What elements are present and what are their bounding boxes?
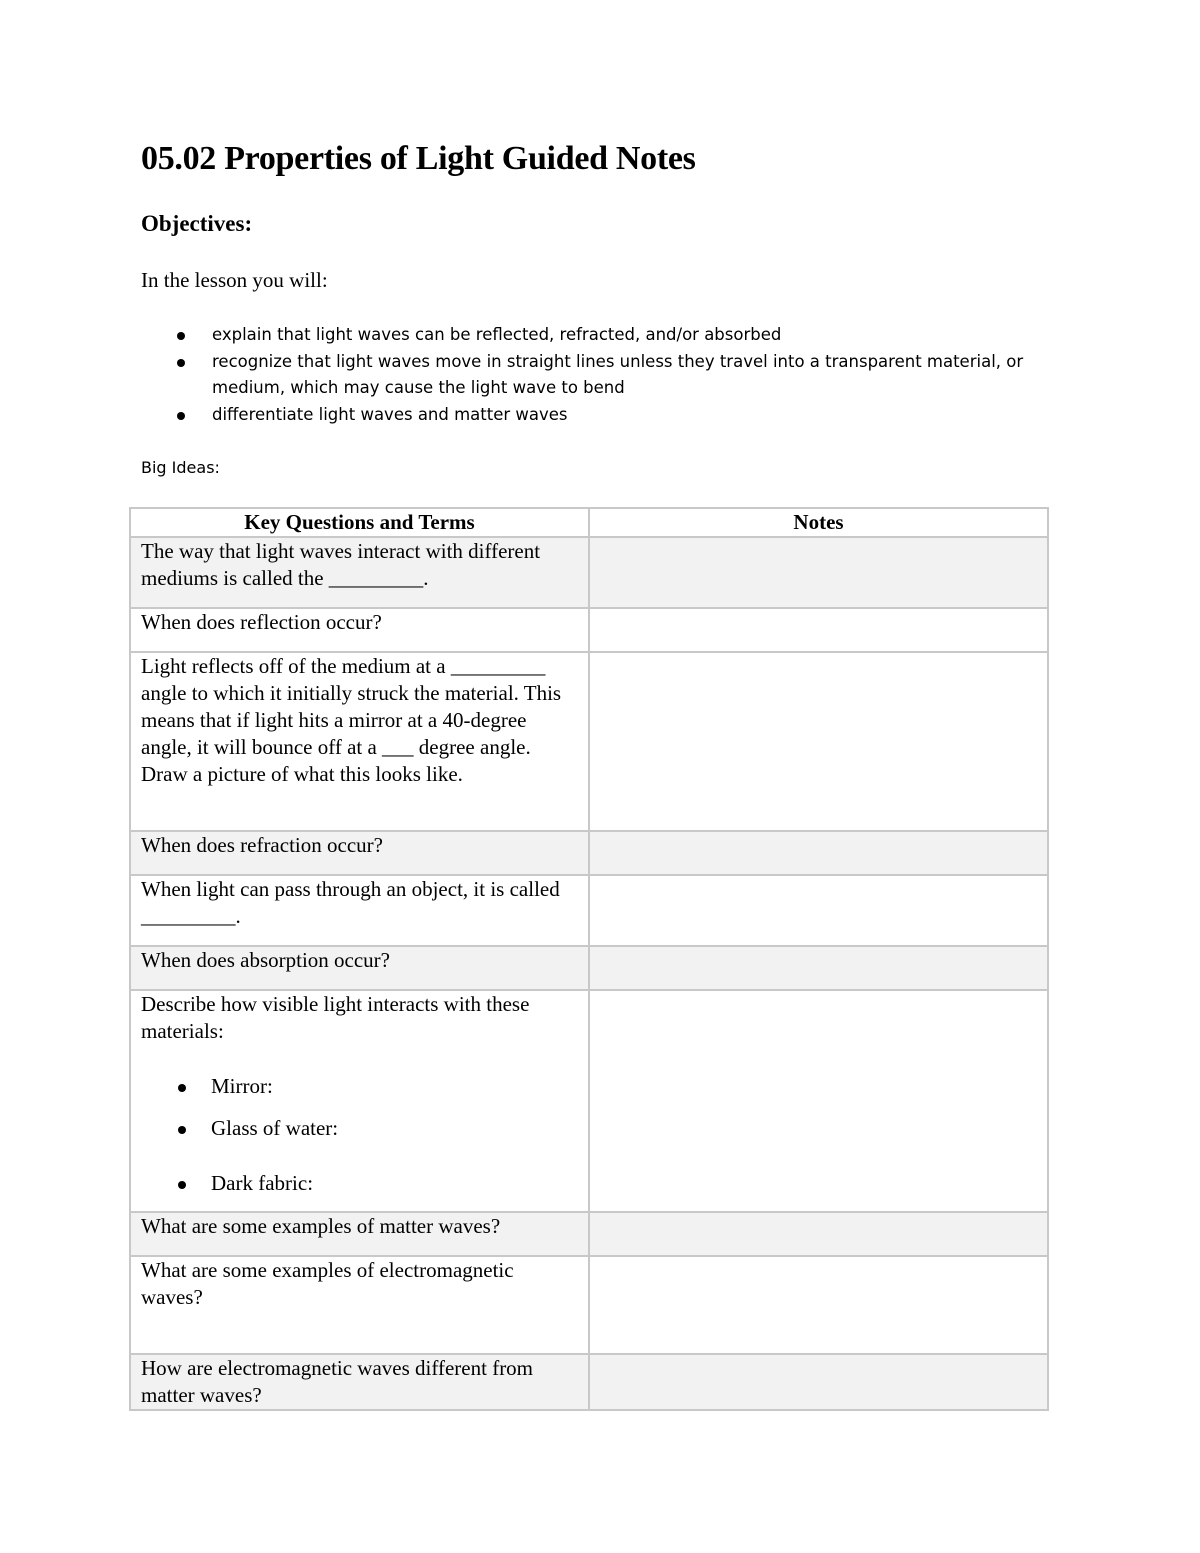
bullet-icon	[178, 1181, 186, 1189]
table-row	[130, 831, 1048, 875]
notes-cell[interactable]	[589, 608, 1048, 652]
notes-cell[interactable]	[589, 652, 1048, 831]
objectives-list	[141, 322, 1081, 428]
page-title: 05.02 Properties of Light Guided Notes	[141, 140, 696, 177]
question-cell: The way that light waves interact with different mediums is called the _________.	[130, 537, 589, 608]
objectives-heading: Objectives:	[141, 211, 253, 236]
materials-prompt: Describe how visible light interacts with these materials:	[141, 992, 530, 1043]
notes-cell[interactable]	[589, 831, 1048, 875]
question-cell: How are electromagnetic waves different from matter waves?	[130, 1354, 589, 1410]
objective-text: recognize that light waves move in straight lines unless they travel into a transparent material, or medium, which may cause the light wave to bend	[212, 351, 1024, 397]
bullet-icon	[178, 1126, 186, 1134]
table-row	[130, 537, 1048, 608]
objective-text: differentiate light waves and matter waves	[212, 404, 568, 424]
table-row	[130, 1212, 1048, 1256]
question-cell: When does reflection occur?	[130, 608, 589, 652]
notes-table	[129, 507, 1049, 1411]
header-key-questions: Key Questions and Terms	[130, 508, 589, 537]
table-row	[130, 1354, 1048, 1410]
material-label: Dark fabric:	[211, 1171, 314, 1195]
notes-cell[interactable]	[589, 946, 1048, 990]
table-row	[130, 1256, 1048, 1354]
notes-cell[interactable]	[589, 1256, 1048, 1354]
notes-cell[interactable]	[589, 1354, 1048, 1410]
table-row	[130, 875, 1048, 946]
list-item	[141, 322, 1081, 349]
table-header-row	[130, 508, 1048, 537]
notes-cell[interactable]	[589, 537, 1048, 608]
question-cell	[130, 990, 589, 1212]
material-label: Glass of water:	[211, 1116, 339, 1140]
question-cell: What are some examples of electromagnetic waves?	[130, 1256, 589, 1354]
list-item	[141, 402, 1081, 429]
materials-list	[141, 1073, 578, 1197]
question-cell: What are some examples of matter waves?	[130, 1212, 589, 1256]
big-ideas-label: Big Ideas:	[141, 458, 220, 477]
list-item	[141, 1073, 578, 1100]
question-cell: When does refraction occur?	[130, 831, 589, 875]
bullet-icon	[177, 332, 185, 340]
material-label: Mirror:	[211, 1074, 273, 1098]
intro-text: In the lesson you will:	[141, 268, 328, 292]
question-cell: When does absorption occur?	[130, 946, 589, 990]
table-row	[130, 990, 1048, 1212]
list-item	[141, 1170, 578, 1197]
list-item	[141, 1115, 578, 1142]
table-row	[130, 946, 1048, 990]
objective-text: explain that light waves can be reflected, refracted, and/or absorbed	[212, 325, 782, 344]
notes-cell[interactable]	[589, 1212, 1048, 1256]
question-cell: Light reflects off of the medium at a _________ angle to which it initially struck the material. This means that if light hits a mirror at a 40-degree angle, it will bounce off at a ___ degree angle. Draw a picture of what this looks like.	[130, 652, 589, 831]
question-cell: When light can pass through an object, it is called _________.	[130, 875, 589, 946]
bullet-icon	[177, 412, 185, 420]
header-notes: Notes	[589, 508, 1048, 537]
notes-cell[interactable]	[589, 990, 1048, 1212]
notes-cell[interactable]	[589, 875, 1048, 946]
bullet-icon	[178, 1084, 186, 1092]
table-row	[130, 608, 1048, 652]
bullet-icon	[177, 359, 185, 367]
table-row	[130, 652, 1048, 831]
list-item	[141, 349, 1081, 402]
